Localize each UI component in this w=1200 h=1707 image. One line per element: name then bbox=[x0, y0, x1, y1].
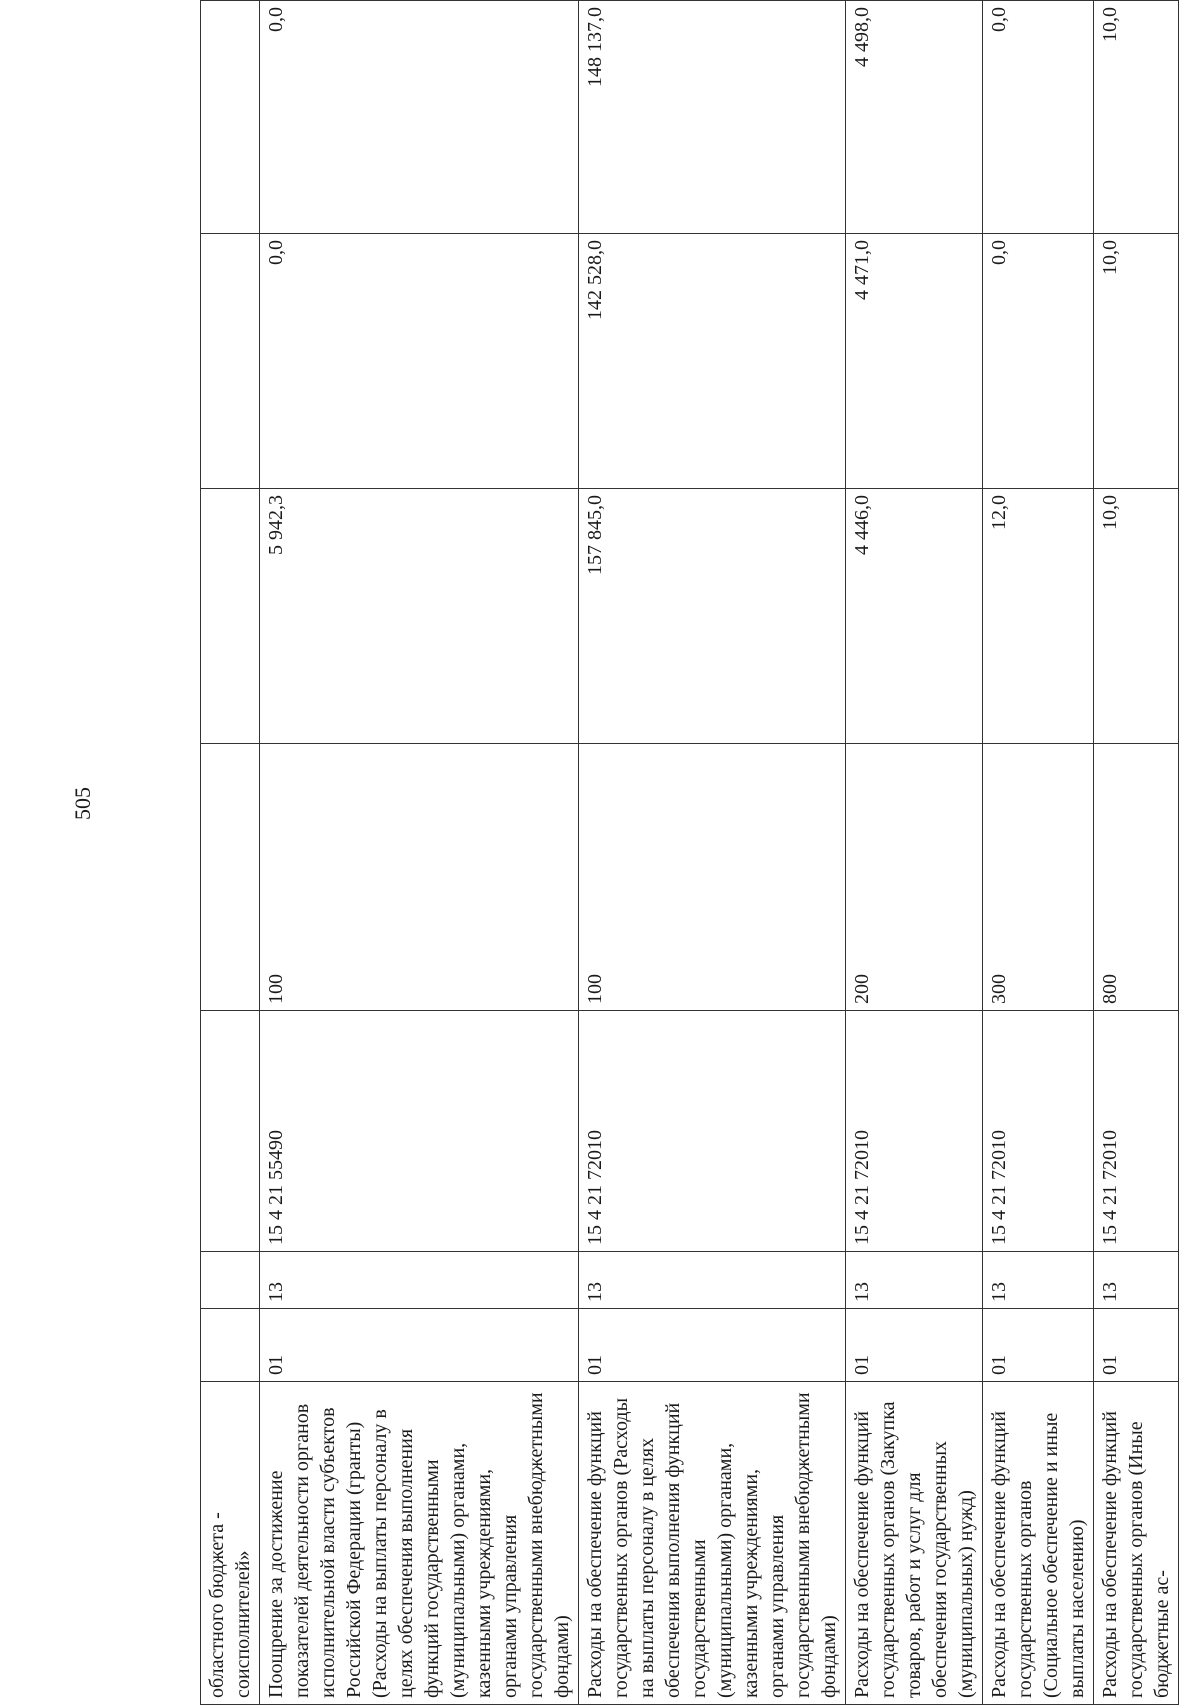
section-code-cell: 01 bbox=[579, 1309, 846, 1382]
subsection-code-cell: 13 bbox=[260, 1252, 579, 1309]
section-code-cell: 01 bbox=[846, 1309, 983, 1382]
budget-table-body bbox=[201, 1, 1179, 1705]
table-row bbox=[1094, 1, 1179, 1705]
amount-1-cell bbox=[201, 489, 260, 744]
amount-3-cell: 4 498,0 bbox=[846, 1, 983, 234]
amount-2-cell: 0,0 bbox=[983, 234, 1094, 489]
amount-1-cell: 12,0 bbox=[983, 489, 1094, 744]
subsection-code-cell: 13 bbox=[579, 1252, 846, 1309]
table-row bbox=[846, 1, 983, 1705]
target-article-cell: 15 4 21 72010 bbox=[846, 1011, 983, 1252]
amount-3-cell: 0,0 bbox=[260, 1, 579, 234]
section-code-cell: 01 bbox=[983, 1309, 1094, 1382]
target-article-cell: 15 4 21 55490 bbox=[260, 1011, 579, 1252]
subsection-code-cell bbox=[201, 1252, 260, 1309]
subsection-code-cell: 13 bbox=[846, 1252, 983, 1309]
subsection-code-cell: 13 bbox=[1094, 1252, 1179, 1309]
amount-1-cell: 5 942,3 bbox=[260, 489, 579, 744]
target-article-cell: 15 4 21 72010 bbox=[983, 1011, 1094, 1252]
expense-type-cell: 300 bbox=[983, 744, 1094, 1011]
section-code-cell bbox=[201, 1309, 260, 1382]
row-name-cell: областного бюджета - соисполнителей» bbox=[201, 1382, 260, 1705]
expense-type-cell: 200 bbox=[846, 744, 983, 1011]
budget-table-container bbox=[200, 7, 1173, 1705]
table-row bbox=[201, 1, 260, 1705]
expense-type-cell: 800 bbox=[1094, 744, 1179, 1011]
row-name-cell: Расходы на обеспечение функций государственных органов (Иные бюджетные ас- bbox=[1094, 1382, 1179, 1705]
target-article-cell: 15 4 21 72010 bbox=[1094, 1011, 1179, 1252]
table-row bbox=[983, 1, 1094, 1705]
amount-3-cell bbox=[201, 1, 260, 234]
amount-3-cell: 0,0 bbox=[983, 1, 1094, 234]
target-article-cell: 15 4 21 72010 bbox=[579, 1011, 846, 1252]
target-article-cell bbox=[201, 1011, 260, 1252]
expense-type-cell: 100 bbox=[579, 744, 846, 1011]
page-number: 505 bbox=[70, 787, 95, 820]
expense-type-cell: 100 bbox=[260, 744, 579, 1011]
amount-1-cell: 157 845,0 bbox=[579, 489, 846, 744]
table-row bbox=[579, 1, 846, 1705]
amount-3-cell: 10,0 bbox=[1094, 1, 1179, 234]
amount-2-cell: 4 471,0 bbox=[846, 234, 983, 489]
row-name-cell: Поощрение за достижение показателей деятельности органов исполнительной власти субъектов Российской Федерации (гранты) (Расходы на выплаты персоналу в целях обеспечения выполнения функций государственными (муниципальными) органами, казенными учреждениями, органами управления государственными внебюджетными фондами) bbox=[260, 1382, 579, 1705]
amount-2-cell: 142 528,0 bbox=[579, 234, 846, 489]
section-code-cell: 01 bbox=[1094, 1309, 1179, 1382]
amount-1-cell: 4 446,0 bbox=[846, 489, 983, 744]
budget-table bbox=[200, 0, 1179, 1705]
table-row bbox=[260, 1, 579, 1705]
row-name-cell: Расходы на обеспечение функций государственных органов (Расходы на выплаты персоналу в целях обеспечения выполнения функций государственными (муниципальными) органами, казенными учреждениями, органами управления государственными внебюджетными фондами) bbox=[579, 1382, 846, 1705]
subsection-code-cell: 13 bbox=[983, 1252, 1094, 1309]
row-name-cell: Расходы на обеспечение функций государственных органов (Закупка товаров, работ и услуг для обеспечения государственных (муниципальных) нужд) bbox=[846, 1382, 983, 1705]
amount-2-cell bbox=[201, 234, 260, 489]
amount-2-cell: 0,0 bbox=[260, 234, 579, 489]
row-name-cell: Расходы на обеспечение функций государственных органов (Социальное обеспечение и иные выплаты населению) bbox=[983, 1382, 1094, 1705]
expense-type-cell bbox=[201, 744, 260, 1011]
amount-1-cell: 10,0 bbox=[1094, 489, 1179, 744]
amount-2-cell: 10,0 bbox=[1094, 234, 1179, 489]
amount-3-cell: 148 137,0 bbox=[579, 1, 846, 234]
section-code-cell: 01 bbox=[260, 1309, 579, 1382]
